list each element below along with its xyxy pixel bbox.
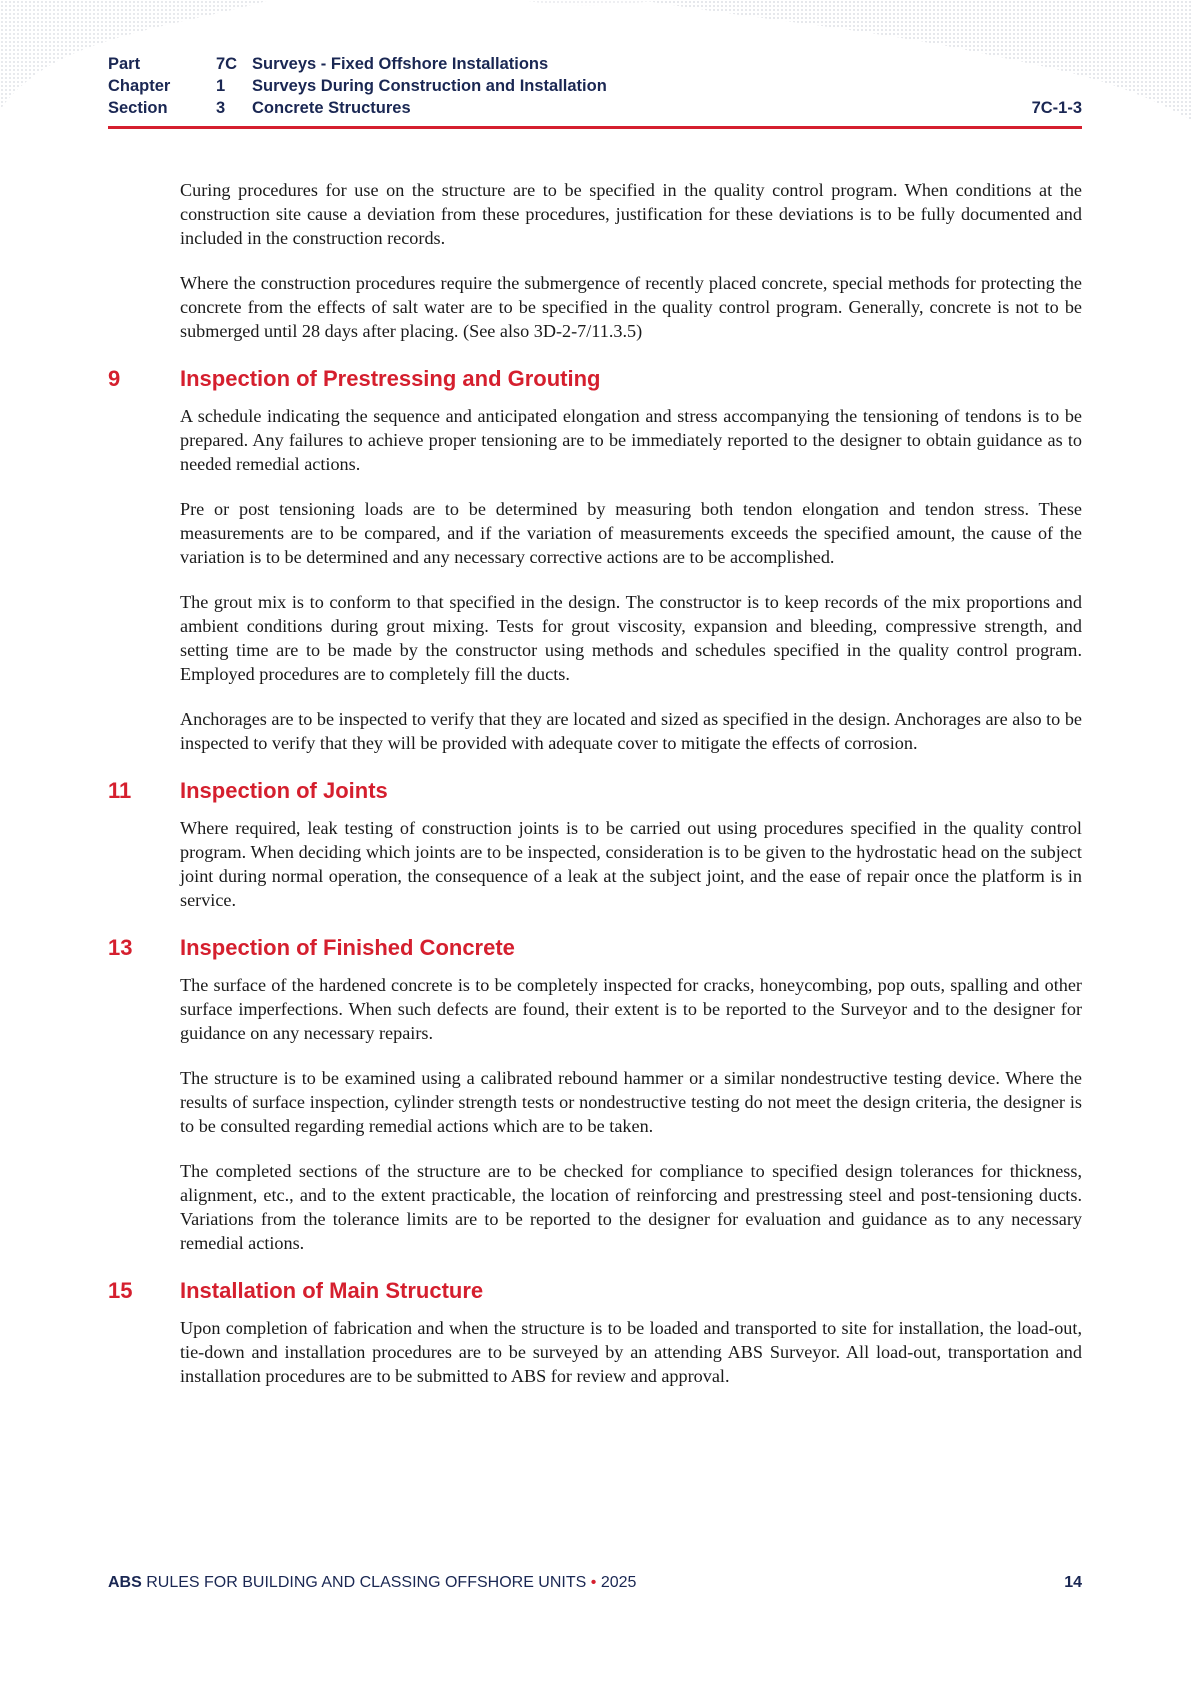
section-number: 15 <box>108 1278 133 1303</box>
page-body <box>108 178 1082 1409</box>
section-paragraph: Anchorages are to be inspected to verify that they are located and sized as specified in the design. Anchorages are also to be inspected to verify that they will be provided with adequate cover to mitigate the effects of corrosion. <box>180 709 1082 753</box>
header-chapter-title: Surveys During Construction and Installation <box>252 77 607 95</box>
footer-title: RULES FOR BUILDING AND CLASSING OFFSHORE UNITS <box>146 1574 587 1591</box>
header-section-code: 7C-1-3 <box>1031 99 1082 117</box>
header-divider <box>108 126 1082 129</box>
section-number: 13 <box>108 935 133 960</box>
section-paragraph: Upon completion of fabrication and when the structure is to be loaded and transported to site for installation, the load-out, tie-down and installation procedures are to be surveyed by an attending ABS Surveyor. All load-out, transportation and installation procedures are to be submitted to ABS for review and approval. <box>180 1318 1082 1386</box>
header-section-title: Concrete Structures <box>252 99 411 117</box>
section-paragraph: A schedule indicating the sequence and anticipated elongation and stress accompanying the tensioning of tendons is to be prepared. Any failures to achieve proper tensioning are to be immediately reported to the designer to obtain guidance as to needed remedial actions. <box>180 406 1082 474</box>
section-title: Inspection of Prestressing and Grouting <box>180 366 601 391</box>
header-part-number: 7C <box>216 55 238 73</box>
section-title: Inspection of Finished Concrete <box>180 935 515 960</box>
header-section-number: 3 <box>216 99 226 117</box>
section-heading-13 <box>108 933 1082 963</box>
section-number: 11 <box>108 778 132 803</box>
section-paragraph: The completed sections of the structure are to be checked for compliance to specified design tolerances for thickness, alignment, etc., and to the extent practicable, the location of reinforcing and prestressing steel and post-tensioning ducts. Variations from the tolerance limits are to be reported to the designer for evaluation and guidance as to any necessary remedial actions. <box>180 1161 1082 1253</box>
header-part-title: Surveys - Fixed Offshore Installations <box>252 55 549 73</box>
section-paragraph: Where required, leak testing of construction joints is to be carried out using procedures specified in the quality control program. When deciding which joints are to be inspected, consideration is to be given to the hydrostatic head on the subject joint during normal operation, the consequence of a leak at the subject joint, and the ease of repair once the platform is in service. <box>180 818 1082 910</box>
header-chapter-row <box>108 75 1082 97</box>
header-part-label: Part <box>108 55 141 73</box>
section-heading-9 <box>108 364 1082 394</box>
page-footer <box>108 1572 1082 1594</box>
header-section-row <box>108 97 1082 119</box>
header-part-row <box>108 53 1082 75</box>
header-chapter-label: Chapter <box>108 77 171 95</box>
footer-year: 2025 <box>600 1574 637 1591</box>
header-chapter-number: 1 <box>216 77 226 95</box>
section-title: Installation of Main Structure <box>180 1278 484 1303</box>
page-number: 14 <box>1064 1574 1082 1591</box>
footer-brand: ABS <box>108 1574 142 1591</box>
header-section-label: Section <box>108 99 168 117</box>
intro-paragraph: Where the construction procedures require the submergence of recently placed concrete, special methods for protecting the concrete from the effects of salt water are to be specified in the quality control program. Generally, concrete is not to be submerged until 28 days after placing. (See also 3D-2-7/11.3.5) <box>180 273 1082 341</box>
intro-paragraph: Curing procedures for use on the structure are to be specified in the quality control program. When conditions at the construction site cause a deviation from these procedures, justification for these deviations is to be fully documented and included in the construction records. <box>180 180 1082 248</box>
section-heading-15 <box>108 1276 1082 1306</box>
section-paragraph: The structure is to be examined using a calibrated rebound hammer or a similar nondestructive testing device. Where the results of surface inspection, cylinder strength tests or nondestructive testing do not meet the design criteria, the designer is to be consulted regarding remedial actions which are to be taken. <box>180 1068 1082 1136</box>
section-paragraph: The grout mix is to conform to that specified in the design. The constructor is to keep records of the mix proportions and ambient conditions during grout mixing. Tests for grout viscosity, expansion and bleeding, compressive strength, and setting time are to be made by the constructor using methods and schedules specified in the quality control program. Employed procedures are to completely fill the ducts. <box>180 592 1082 684</box>
section-paragraph: The surface of the hardened concrete is to be completely inspected for cracks, honeycombing, pop outs, spalling and other surface imperfections. When such defects are found, their extent is to be reported to the Surveyor and to the designer for guidance on any necessary repairs. <box>180 975 1082 1043</box>
section-title: Inspection of Joints <box>180 778 388 803</box>
running-header <box>108 53 1082 119</box>
section-number: 9 <box>108 366 121 391</box>
section-paragraph: Pre or post tensioning loads are to be determined by measuring both tendon elongation and tendon stress. These measurements are to be compared, and if the variation of measurements exceeds the specified amount, the cause of the variation is to be determined and any necessary corrective actions are to be accomplished. <box>180 499 1082 567</box>
section-heading-11 <box>108 776 1082 806</box>
footer-separator: • <box>590 1574 597 1591</box>
